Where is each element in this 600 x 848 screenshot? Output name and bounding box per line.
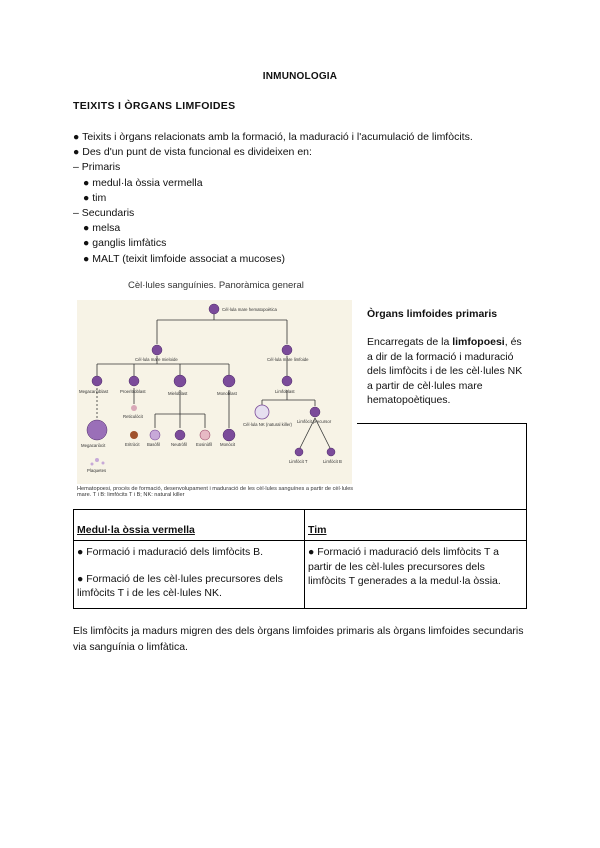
table-header-bone-marrow: Medul·la òssia vermella — [74, 510, 305, 541]
primary-item-thymus: ● tim — [83, 191, 107, 204]
label-neutrophil: Neutròfil — [171, 442, 188, 447]
secondary-label: – Secundaris — [73, 207, 135, 220]
page-title: INMUNOLOGIA — [262, 71, 338, 82]
cell-platelets — [95, 458, 99, 462]
section-title: TEIXITS I ÒRGANS LIMFOIDES — [73, 100, 236, 112]
bone-marrow-point-2: ● Formació de les cèl·lules precursores dels limfòcits T i de les cèl·lules NK. — [77, 572, 283, 600]
primary-organs-table — [73, 509, 527, 609]
primary-organs-title: Òrgans limfoides primaris — [367, 308, 498, 320]
cell-neutrophil — [175, 430, 185, 440]
label-megakaryoblast: Megacarioblast — [79, 389, 109, 394]
cell-reticulocyte — [131, 405, 137, 411]
cell-stem — [209, 304, 219, 314]
cell-nk — [255, 405, 269, 419]
intro-bullet-2: ● Des d'un punt de vista funcional es divideixen en: — [73, 146, 312, 159]
table-header-thymus: Tim — [305, 510, 527, 541]
label-eosinophil: Eosinòfil — [196, 442, 213, 447]
label-basophil: Basòfil — [147, 442, 160, 447]
figure-caption: Hematopoesi, procés de formació, desenvolupament i maduració de les cèl·lules sanguínes a partir de cèl·lules mare. T i B: limfòcits T i B; NK: natural killer — [77, 486, 354, 499]
cell-t — [295, 448, 303, 456]
intro-list — [73, 130, 473, 267]
cell-basophil — [150, 430, 160, 440]
limfopoesi-term: limfopoesi — [452, 336, 505, 348]
thymus-point-1: ● Formació i maduració dels limfòcits T a partir de les cèl·lules precursores dels limfòcits T generades a la medul·la òssia. — [308, 546, 501, 588]
primary-item-bone-marrow: ● medul·la òssia vermella — [83, 176, 203, 189]
bone-marrow-point-1: ● Formació i maduració dels limfòcits B. — [77, 546, 264, 558]
closing-paragraph: Els limfòcits ja madurs migren des dels òrgans limfoides primaris als òrgans limfoides secundaris via sanguínia o limfàtica. — [73, 625, 524, 653]
cell-myeloblast — [174, 375, 186, 387]
secondary-item-spleen: ● melsa — [83, 222, 121, 235]
hematopoiesis-diagram — [77, 300, 352, 484]
label-lymphoid: Cèl·lula mare limfoide — [267, 357, 309, 362]
cell-b — [327, 448, 335, 456]
label-monocyte: Monòcit — [220, 442, 236, 447]
label-nk: Cèl·lula NK (natural killer) — [243, 422, 292, 427]
label-lymph-precursor: Limfòcit precursor — [297, 419, 332, 424]
cell-lymphoblast — [282, 376, 292, 386]
primary-text-end: , és a dir de la formació i maduració dels limfòcits i de les cèl·lules NK a partir de cèl·lules mare hematopoètiques. — [367, 336, 523, 407]
primary-organs-text — [367, 335, 527, 408]
figure-title: Cèl·lules sanguínies. Panoràmica general — [128, 280, 304, 291]
secondary-item-lymph-nodes: ● ganglis limfàtics — [83, 237, 167, 250]
cell-lymph-precursor — [310, 407, 320, 417]
label-megakaryocyte: Megacariòcit — [81, 443, 106, 448]
label-erythrocyte: Eritròcit — [125, 442, 140, 447]
label-monoblast: Monoblast — [217, 391, 237, 396]
intro-bullet-1: ● Teixits i òrgans relacionats amb la formació, la maduració i l'acumulació de limfòcits. — [73, 131, 473, 143]
cell-eosinophil — [200, 430, 210, 440]
table-top-line — [357, 423, 526, 424]
table-cell-thymus — [305, 541, 527, 609]
label-b-cell: Limfòcit B — [323, 459, 342, 464]
primary-label: – Primaris — [73, 161, 121, 174]
cell-megakaryoblast — [92, 376, 102, 386]
cell-proerythroblast — [129, 376, 139, 386]
cell-monoblast — [223, 375, 235, 387]
cell-erythrocyte — [130, 431, 138, 439]
cell-megakaryocyte — [87, 420, 107, 440]
cell-myeloid-stem — [152, 345, 162, 355]
label-reticulocyte: Reticulòcit — [123, 414, 143, 419]
hematopoiesis-svg — [77, 300, 352, 484]
label-proerythroblast: Proeritroblast — [120, 389, 146, 394]
label-t-cell: Limfòcit T — [289, 459, 308, 464]
label-myeloblast: Mieloblast — [168, 391, 188, 396]
label-platelets: Plaquetes — [87, 468, 107, 473]
cell-monocyte — [223, 429, 235, 441]
label-stem: Cèl·lula mare hematopoètica — [222, 307, 277, 312]
secondary-item-malt: ● MALT (teixit limfoide associat a mucoses) — [83, 252, 286, 265]
label-lymphoblast: Limfoblast — [275, 389, 295, 394]
label-myeloid: Cèl·lula mare mieloide — [135, 357, 178, 362]
primary-text-start: Encarregats de la — [367, 336, 453, 348]
table-cell-bone-marrow — [74, 541, 305, 609]
cell-lymphoid-stem — [282, 345, 292, 355]
